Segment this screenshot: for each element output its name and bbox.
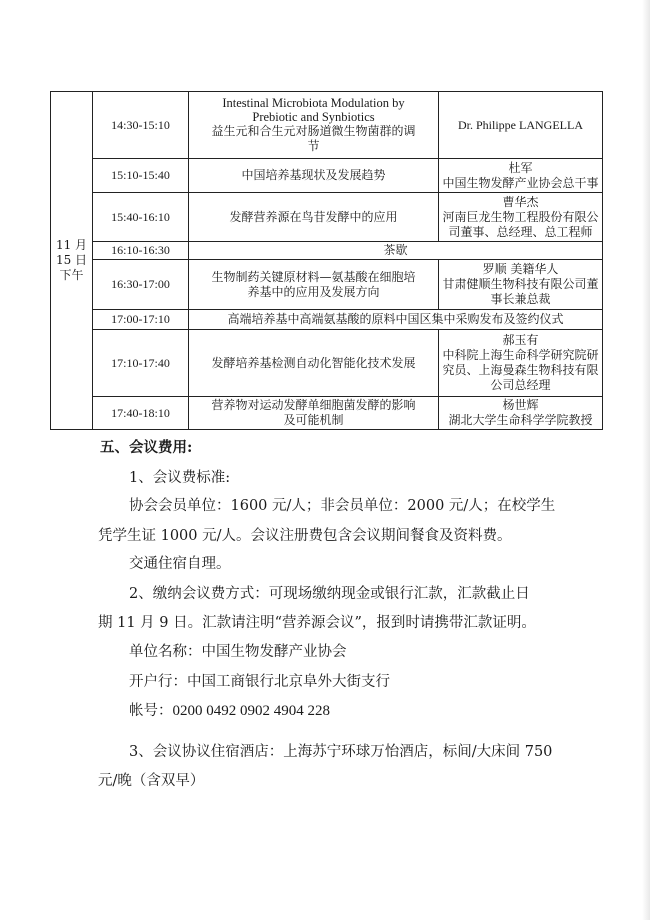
time-cell: 16:10-16:30 [93,242,189,260]
speaker-title: 事长兼总裁 [490,292,551,306]
speaker-title: 甘肃健顺生物科技有限公司董 [442,277,599,291]
speaker-name: 郝玉有 [502,333,539,347]
table-row [51,330,603,397]
day-period: 下午 [59,268,84,282]
speaker-name: 曹华杰 [502,194,539,209]
speaker-title: 公司总经理 [490,378,551,392]
speaker-cell [439,330,603,397]
unit-name-label: 单位名称： [129,644,202,660]
payment-method-line: 期 11 月 9 日。汇款请注明“营养源会议”，报到时请携带汇款证明。 [98,615,536,631]
bank-value: 中国工商银行北京阜外大街支行 [187,674,390,690]
topic-line: 及可能机制 [283,413,344,427]
table-row [51,260,603,310]
topic-line: 节 [307,139,320,153]
table-row [51,193,603,242]
speaker-title: 究员、上海曼森生物科技有限 [442,363,599,377]
unit-name-value: 中国生物发酵产业协会 [201,644,347,660]
topic-en-line: Prebiotic and Synbiotics [252,110,375,124]
fee-standard-line: 协会会员单位：1600 元/人；非会员单位：2000 元/人；在校学生 [129,498,556,514]
day-month: 11 月 [55,238,88,252]
fee-standard-line: 凭学生证 1000 元/人。会议注册费包含会议期间餐食及资料费。 [98,528,512,544]
day-date: 15 日 [55,253,88,267]
topic-cell [189,92,439,159]
time-cell: 14:30-15:10 [93,92,189,159]
bank-label: 开户行： [129,674,187,690]
hotel-line: 元/晚（含双早） [98,773,205,789]
topic-cell: 中国培养基现状及发展趋势 [189,159,439,193]
speaker-title: 湖北大学生命科学学院教授 [448,413,593,427]
topic-cell: 发酵培养基检测自动化智能化技术发展 [189,330,439,397]
topic-cell [189,397,439,430]
time-cell: 16:30-17:00 [93,260,189,310]
speaker-title: 中国生物发酵产业协会总干事 [442,175,599,190]
table-row [51,242,603,260]
account-label: 帐号： [129,703,173,719]
section-heading: 五、会议费用: [100,439,193,456]
speaker-title: 司董事、总经理、总工程师 [448,224,593,239]
speaker-cell: Dr. Philippe LANGELLA [439,92,603,159]
topic-cell: 发酵营养源在鸟苷发酵中的应用 [189,193,439,242]
topic-en-line: Intestinal Microbiota Modulation by [222,96,405,110]
table-row [51,397,603,430]
payment-method-line: 2、缴纳会议费方式：可现场缴纳现金或银行汇款，汇款截止日 [129,586,530,602]
time-cell: 17:40-18:10 [93,397,189,430]
topic-line: 养基中的应用及发展方向 [247,284,380,299]
ceremony-cell: 高端培养基中高端氨基酸的原料中国区集中采购发布及签约仪式 [189,310,603,330]
topic-line: 营养物对运动发酵单细胞菌发酵的影响 [211,398,416,412]
speaker-name: 杨世辉 [502,398,539,412]
speaker-cell [439,159,603,193]
speaker-title: 河南巨龙生物工程股份有限公 [442,209,599,224]
speaker-cell [439,260,603,310]
bank-row [129,670,390,691]
time-cell: 15:10-15:40 [93,159,189,193]
account-number: 0200 0492 0902 4904 228 [172,703,330,719]
break-cell: 茶歇 [189,242,603,260]
table-row [51,159,603,193]
topic-line: 生物制药关键原材料—氨基酸在细胞培 [211,269,416,284]
fee-standard-title: 1、会议费标准: [129,470,231,486]
transport-note: 交通住宿自理。 [129,556,231,572]
time-cell: 17:10-17:40 [93,330,189,397]
speaker-cell [439,193,603,242]
speaker-title: 中科院上海生命科学研究院研 [442,348,599,362]
hotel-line: 3、会议协议住宿酒店：上海苏宁环球万怡酒店，标间/大床间 750 [129,744,553,760]
table-row [51,310,603,330]
speaker-name: 罗顺 美籍华人 [482,262,559,276]
day-cell [51,92,93,430]
time-cell: 17:00-17:10 [93,310,189,330]
topic-cell [189,260,439,310]
table-row [51,92,603,159]
speaker-cell [439,397,603,430]
time-cell: 15:40-16:10 [93,193,189,242]
schedule-table [50,91,603,430]
speaker-name: 杜军 [508,160,533,175]
topic-line: 益生元和合生元对肠道微生物菌群的调 [211,124,416,138]
unit-name-row [129,640,347,661]
account-row [129,699,330,720]
scan-shadow-edge [642,0,650,920]
